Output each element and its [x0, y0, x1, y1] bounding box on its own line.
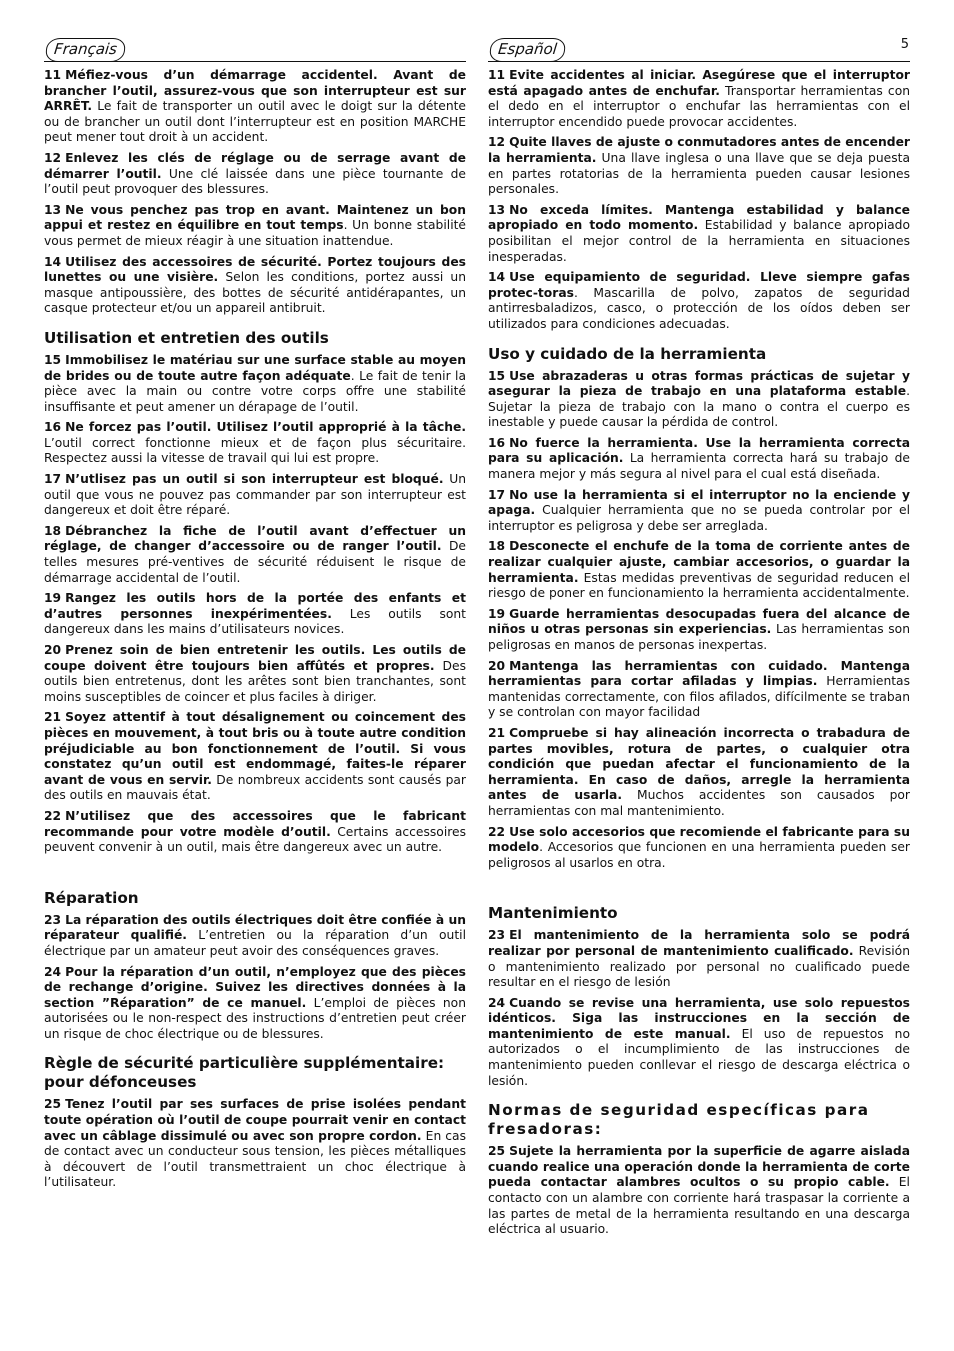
section-heading: Uso y cuidado de la herramienta — [488, 344, 767, 363]
safety-rule-item — [44, 913, 466, 960]
item-body-text: De nombreux accidents sont causés par des outils en mauvais état. — [44, 772, 466, 803]
item-number: 21 — [44, 710, 62, 725]
item-body-text: La herramienta correcta hará su trabajo de manera mejor y más segura al nivel para el cual está diseñada. — [488, 451, 910, 482]
item-body-text: L’outil correct fonctionne mieux et de façon plus sécuritaire. Respectez aussi la vitesse de travail qui lui est propre. — [44, 435, 466, 466]
safety-rule-item — [44, 203, 466, 250]
column-french — [44, 38, 466, 1196]
item-body-text: Transportar herramientas con el dedo en el interruptor o enchufar las herramientas con el interruptor encendido puede provocar accidentes. — [488, 83, 911, 129]
item-body-text: Muchos accidentes son causados por herramientas con mal mantenimiento. — [488, 788, 910, 818]
item-number: 11 — [488, 68, 506, 82]
item-bold-text: Soyez attentif à tout désalignement ou coincement des pièces en mouvement, à tout bris ou à toute autre condition préjudiciable au bon fonctionnement de l’outil. Si vous constatez qu’un outil est endommagé, faites-le réparer avant de vous en servir. — [44, 710, 466, 787]
item-bold-text: Utilisez des accessoires de sécurité. Portez toujours des lunettes ou une visière. — [44, 254, 466, 285]
item-bold-text: Méfiez-vous d’un démarrage accidentel. Avant de brancher l’outil, assurez-vous que son interrupteur est sur ARRÊT. — [44, 68, 466, 114]
item-bold-text: Rangez les outils hors de la portée des enfants et d’autres personnes inexpérimentées. — [44, 591, 466, 621]
safety-rule-item — [44, 591, 466, 638]
language-tab-spanish: Español — [489, 38, 566, 62]
column-spanish — [488, 38, 910, 1243]
item-number: 23 — [488, 928, 506, 943]
item-body-text: Un outil que vous ne pouvez pas commander par son interrupteur est dangereux et doit être réparé. — [44, 472, 466, 518]
item-body-text: Le fait de transporter un outil avec le doigt sur la détente ou de brancher un outil dont l’interrupteur est en position MARCHE peut mener tout droit à un accident. — [44, 99, 466, 145]
item-body-text: Las herramientas son peligrosas en manos de personas inexpertas. — [488, 622, 910, 652]
item-number: 19 — [488, 606, 506, 621]
safety-rule-item — [488, 726, 910, 820]
item-number: 17 — [44, 472, 62, 487]
item-body-text: Les outils sont dangereux dans les mains d’utilisateurs novices. — [44, 606, 467, 637]
item-body-text: Cualquier herramienta que no se pueda controlar por el interruptor es peligrosa y debe ser arreglada. — [488, 503, 910, 533]
item-bold-text: Prenez soin de bien entretenir les outils. Les outils de coupe doivent être toujours bien affûtés et propres. — [44, 643, 466, 673]
item-bold-text: Cuando se revise una herramienta, use solo repuestos idénticos. Siga las instrucciones en la sección de mantenimiento de este manual. — [488, 995, 910, 1041]
item-body-text: . Un bonne stabilité vous permet de mieux réagir à une situation inattendue. — [44, 218, 466, 248]
item-bold-text: Débranchez la fiche de l’outil avant d’effectuer un réglage, de changer d’accessoire ou de ranger l’outil. — [44, 523, 466, 554]
safety-rule-item — [44, 965, 466, 1043]
safety-rule-item — [488, 488, 910, 535]
item-bold-text: Immobilisez le matériau sur une surface stable au moyen de brides ou de toute autre façon adéquate — [44, 352, 466, 383]
item-body-text: El contacto con un alambre con corriente hará traspasar la corriente a las partes de metal de la herramienta resultando en una descarga eléctrica al usuario. — [488, 1175, 910, 1237]
safety-rule-item — [44, 472, 466, 519]
item-body-text: Una llave inglesa o una llave que se deja puesta en partes rotatorias de la herramienta pueden causar lesiones personales. — [488, 150, 910, 197]
section-heading: Normas de seguridad específicas para fresadoras: — [488, 1101, 870, 1139]
item-bold-text: Sujete la herramienta por la superficie de agarre aislada cuando realice una operación donde la herramienta de corte pueda contactar alambres ocultos o su propio cable. — [488, 1144, 910, 1190]
item-bold-text: Tenez l’outil par ses surfaces de prise isolées pendant toute opération où l’outil de coupe pourrait venir en contact avec un câblage dissimulé ou avec son propre cordon. — [44, 1097, 466, 1143]
item-number: 16 — [44, 420, 62, 435]
item-body-text: . Mascarilla de polvo, zapatos de seguridad antirresbaladizos, casco, o protección de los oídos deben ser utilizados para condiciones adecuadas. — [488, 285, 910, 331]
safety-rule-item — [44, 151, 466, 198]
safety-rule-item — [488, 270, 910, 332]
safety-rule-item — [488, 436, 910, 483]
item-bold-text: El mantenimiento de la herramienta solo se podrá realizar por personal de mantenimiento cualificado. — [488, 928, 910, 958]
page-number: 5 — [900, 37, 909, 52]
section-heading: Règle de sécurité particulière supplémentaire: pour défonceuses — [44, 1054, 445, 1092]
section-heading: Mantenimiento — [488, 904, 618, 923]
item-number: 13 — [488, 202, 506, 217]
safety-rule-item — [488, 996, 910, 1090]
item-number: 25 — [44, 1097, 62, 1112]
safety-rule-item — [488, 607, 910, 654]
item-bold-text: Pour la réparation d’un outil, n’employez que des pièces de rechange d’origine. Suivez les directives données à la section ”Réparation” de ce manuel. — [44, 964, 466, 1010]
safety-rule-item — [488, 369, 910, 431]
item-body-text: L’entretien ou la réparation d’un outil électrique par un amateur peut avoir des conséquences graves. — [44, 928, 466, 958]
item-number: 16 — [488, 435, 506, 450]
item-bold-text: Quite llaves de ajuste o conmutadores antes de encender la herramienta. — [488, 135, 910, 165]
safety-rule-item — [44, 710, 466, 804]
item-number: 25 — [488, 1144, 506, 1159]
item-body-text: Des outils bien entretenus, dont les arêtes sont bien tranchantes, sont moins susceptibles de coincer et plus faciles à diriger. — [44, 658, 466, 704]
item-bold-text: Guarde herramientas desocupadas fuera del alcance de niños u otras personas sin experiencias. — [488, 606, 910, 637]
safety-rule-item — [44, 643, 466, 705]
item-number: 22 — [488, 824, 506, 839]
item-bold-text: N’utilisez que des accessoires que le fabricant recommande pour votre modèle d’outil. — [44, 808, 466, 839]
item-number: 20 — [488, 658, 506, 673]
item-body-text: L’emploi de pièces non autorisées ou le non-respect des instructions d’entretien peut créer un risque de choc électrique ou de blessures. — [44, 995, 467, 1041]
safety-rule-item — [44, 1097, 466, 1191]
item-bold-text: Enlevez les clés de réglage ou de serrage avant de démarrer l’outil. — [44, 150, 466, 181]
item-body-text: De telles mesures pré-ventives de sécurité réduisent le risque de démarrage accidental de l’outil. — [44, 539, 466, 585]
item-number: 22 — [44, 808, 62, 823]
item-body-text: . Accesorios que funcionen en una herramienta pueden ser peligrosos al usarlos en otra. — [488, 840, 910, 870]
item-bold-text: No exceda límites. Mantenga estabilidad y balance apropiado en todo momento. — [488, 202, 910, 233]
item-number: 12 — [488, 135, 506, 150]
item-number: 15 — [44, 352, 62, 367]
item-body-text: . Le fait de tenir la pièce avec la main ou contre votre corps offre une stabilité insuffisante et peut amener un dérapage de l’outil. — [44, 368, 466, 414]
item-bold-text: No use la herramienta si el interruptor no la enciende y apaga. — [488, 487, 910, 518]
item-bold-text: N’utlisez pas un outil si son interrupteur est bloqué. — [65, 472, 444, 487]
item-bold-text: Evite accidentes al iniciar. Asegúrese que el interruptor está apagado antes de enchufar. — [488, 68, 910, 98]
item-number: 21 — [488, 725, 506, 740]
safety-rule-item — [488, 928, 910, 990]
item-number: 24 — [44, 964, 62, 979]
section-heading: Utilisation et entretien des outils — [44, 328, 329, 347]
item-body-text: . Sujetar la pieza de trabajo con la mano o contra el cuerpo es inestable y puede causar la pérdida de control. — [488, 384, 910, 430]
section-heading: Réparation — [44, 888, 139, 907]
item-bold-text: Use equipamiento de seguridad. Lleve siempre gafas protec-toras — [488, 270, 910, 300]
safety-rule-item — [488, 825, 910, 872]
safety-rule-item — [44, 255, 466, 317]
safety-rule-item — [488, 135, 910, 197]
safety-rule-item — [488, 203, 910, 265]
item-body-text: El uso de repuestos no autorizados o el incumplimiento de las instrucciones de mantenimiento pueden conllevar el riesgo de descarga eléctrica o lesión. — [488, 1026, 910, 1088]
item-number: 14 — [44, 254, 62, 269]
item-body-text: Herramientas mantenidas correctamente, con filos afilados, difícilmente se traban y se controlan con mayor facilidad — [488, 674, 911, 720]
item-body-text: En cas de contact avec un conducteur sous tension, les pièces métalliques à découvert de l’outil transmettraient un choc électrique à l’utilisateur. — [44, 1128, 466, 1190]
item-bold-text: La réparation des outils électriques doit être confiée à un réparateur qualifié. — [44, 912, 466, 943]
item-bold-text: Mantenga las herramientas con cuidado. Mantenga herramientas para cortar afiladas y limpias. — [488, 658, 910, 689]
item-bold-text: Ne vous penchez pas trop en avant. Maintenez un bon appui et restez en équilibre en tout temps — [44, 202, 466, 233]
item-number: 11 — [44, 68, 62, 82]
item-number: 12 — [44, 150, 62, 165]
item-body-text: Estas medidas preventivas de seguridad reducen el riesgo de poner en funcionamiento la herramienta accidentalmente. — [488, 570, 910, 601]
item-bold-text: Use abrazaderas u otras formas prácticas de sujetar y asegurar la pieza de trabajo en una plataforma estable — [488, 368, 910, 399]
safety-rule-item — [488, 659, 910, 721]
safety-rule-item — [44, 353, 466, 415]
safety-rule-item — [44, 68, 466, 146]
item-body-text: Une clé laissée dans une pièce tournante de l’outil peut provoquer des blessures. — [44, 166, 466, 197]
item-bold-text: No fuerce la herramienta. Use la herramienta correcta para su aplicación. — [488, 435, 910, 466]
item-body-text: Estabilidad y balance apropiado posibilitan el mejor control de la herramienta en situaciones inesperadas. — [488, 218, 910, 264]
safety-rule-item — [44, 809, 466, 856]
item-number: 23 — [44, 912, 62, 927]
language-tab-french: Français — [45, 38, 126, 62]
safety-rule-item — [488, 68, 910, 130]
item-bold-text: Ne forcez pas l’outil. Utilisez l’outil approprié à la tâche. — [65, 420, 466, 435]
item-body-text: Revisión o mantenimiento realizado por personal no cualificado puede resultar en el riesgo de lesión — [488, 943, 910, 990]
item-number: 19 — [44, 591, 62, 606]
item-number: 14 — [488, 270, 506, 285]
item-number: 18 — [44, 523, 62, 538]
item-number: 24 — [488, 995, 506, 1010]
item-number: 17 — [488, 487, 506, 502]
item-number: 18 — [488, 539, 506, 554]
safety-rule-item — [488, 539, 910, 601]
item-bold-text: Desconecte el enchufe de la toma de corriente antes de realizar cualquier ajuste, cambiar accesorios, o guardar la herramienta. — [488, 539, 910, 585]
safety-rule-item — [44, 420, 466, 467]
item-number: 15 — [488, 368, 506, 383]
item-bold-text: Use solo accesorios que recomiende el fabricante para su modelo — [488, 824, 910, 855]
item-body-text: Certains accessoires peuvent convenir à un outil, mais être dangereux avec un autre. — [44, 824, 466, 855]
item-bold-text: Compruebe si hay alineación incorrecta o trabadura de partes movibles, rotura de partes, o cualquier otra condición que puedan afectar el funcionamiento de la herramienta. En caso de daños, arregle la herramienta antes de usarla. — [488, 725, 910, 803]
item-body-text: Selon les conditions, portez aussi un masque antipoussière, des bottes de sécurité antidérapantes, un casque protecteur et/ou un appareil antibruit. — [44, 270, 466, 316]
item-number: 13 — [44, 202, 62, 217]
safety-rule-item — [44, 524, 466, 586]
safety-rule-item — [488, 1144, 910, 1238]
item-number: 20 — [44, 643, 62, 657]
